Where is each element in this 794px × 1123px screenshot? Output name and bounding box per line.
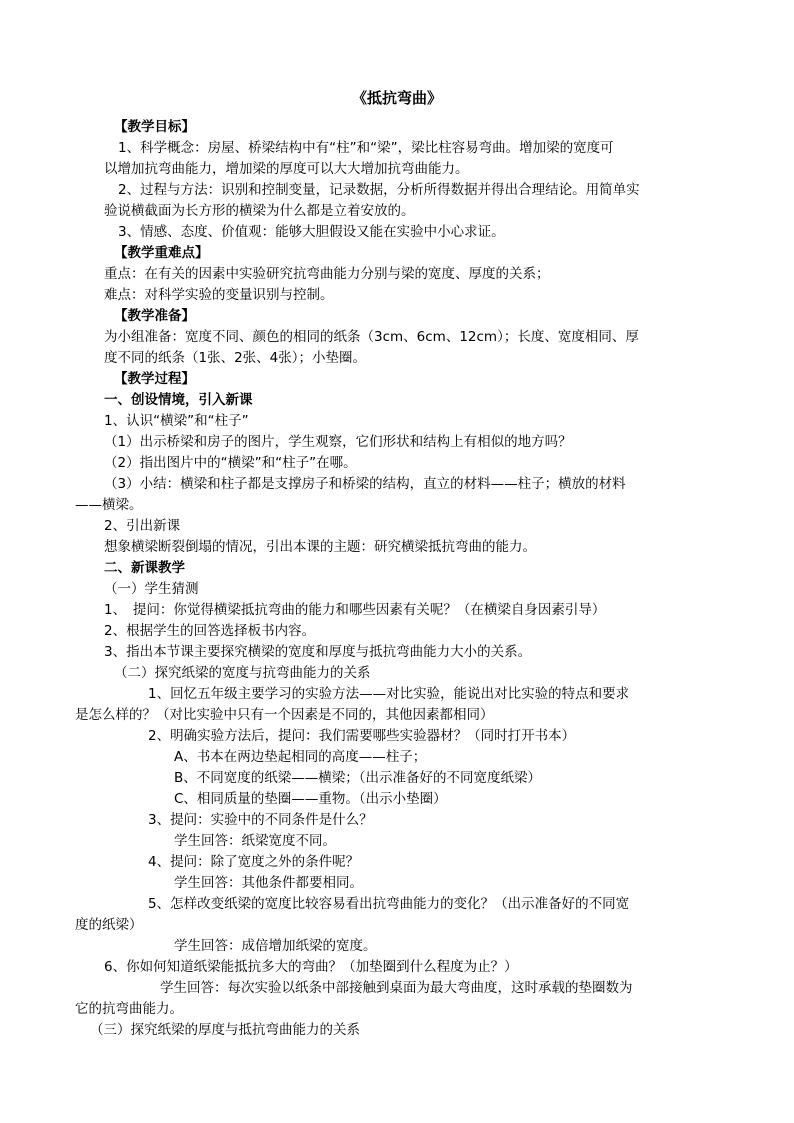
paragraph-line: （3）小结：横梁和柱子都是支撑房子和桥梁的结构，直立的材料——柱子；横放的材料 — [104, 476, 626, 492]
paragraph-line: C、相同质量的垫圈——重物。（出示小垫圈） — [174, 791, 447, 807]
paragraph-line: （二）探究纸梁的宽度与抗弯曲能力的关系 — [114, 665, 371, 681]
paragraph-line: （三）探究纸梁的厚度与抵抗弯曲能力的关系 — [90, 1022, 360, 1038]
paragraph-line: 难点：对科学实验的变量识别与控制。 — [104, 287, 334, 303]
heading-teaching-process: 【教学过程】 — [114, 371, 195, 387]
paragraph-line: ——横梁。 — [75, 497, 143, 513]
paragraph-line: 1、 提问：你觉得横梁抵抗弯曲的能力和哪些因素有关呢？（在横梁自身因素引导） — [104, 602, 606, 618]
heading-teaching-objectives: 【教学目标】 — [114, 119, 195, 135]
paragraph-line: 3、提问：实验中的不同条件是什么？ — [148, 812, 373, 828]
paragraph-line: 它的抗弯曲能力。 — [75, 1001, 183, 1017]
paragraph-line: 2、根据学生的回答选择板书内容。 — [104, 623, 316, 639]
section-heading: 二、新课教学 — [104, 560, 185, 576]
paragraph-line: 2、明确实验方法后，提问：我们需要哪些实验器材？（同时打开书本） — [148, 728, 576, 744]
paragraph-line: 2、引出新课 — [104, 518, 181, 534]
paragraph-line: 1、回忆五年级主要学习的实验方法——对比实验，能说出对比实验的特点和要求 — [148, 686, 630, 702]
section-heading: 一、创设情境，引入新课 — [104, 392, 253, 408]
paragraph-line: 为小组准备：宽度不同、颜色的相同的纸条（3cm、6cm、12cm）；长度、宽度相同、厚 — [104, 329, 639, 345]
paragraph-line: 度的纸梁） — [75, 917, 143, 933]
paragraph-line: 学生回答：纸梁宽度不同。 — [174, 833, 336, 849]
paragraph-line: 以增加抗弯曲能力，增加梁的厚度可以大大增加抗弯曲能力。 — [104, 161, 469, 177]
paragraph-line: 学生回答：每次实验以纸条中部接触到桌面为最大弯曲度，这时承载的垫圈数为 — [160, 980, 633, 996]
paragraph-line: 6、你如何知道纸梁能抵抗多大的弯曲？（加垫圈到什么程度为止？） — [104, 959, 518, 975]
paragraph-line: 5、怎样改变纸梁的宽度比较容易看出抗弯曲能力的变化？（出示准备好的不同宽 — [148, 896, 630, 912]
paragraph-line: B、不同宽度的纸梁——横梁；（出示准备好的不同宽度纸梁） — [174, 770, 542, 786]
paragraph-line: 学生回答：成倍增加纸梁的宽度。 — [174, 938, 377, 954]
paragraph-line: 度不同的纸条（1张、2张、4张）；小垫圈。 — [104, 350, 367, 366]
paragraph-line: 4、提问：除了宽度之外的条件呢？ — [148, 854, 360, 870]
paragraph-line: 1、科学概念：房屋、桥梁结构中有“柱”和“梁”，梁比柱容易弯曲。增加梁的宽度可 — [118, 140, 614, 156]
paragraph-line: （2）指出图片中的“横梁”和“柱子”在哪。 — [104, 455, 357, 471]
paragraph-line: 3、指出本节课主要探究横梁的宽度和厚度与抵抗弯曲能力大小的关系。 — [104, 644, 532, 660]
paragraph-line: （一）学生猜测 — [104, 581, 199, 597]
paragraph-line: A、书本在两边垫起相同的高度——柱子； — [174, 749, 427, 765]
paragraph-line: 1、认识“横梁”和“柱子” — [104, 413, 249, 429]
document-title: 《抵抗弯曲》 — [351, 89, 442, 107]
heading-key-points: 【教学重难点】 — [114, 245, 209, 261]
paragraph-line: （1）出示桥梁和房子的图片，学生观察，它们形状和结构上有相似的地方吗？ — [104, 434, 572, 450]
paragraph-line: 3、情感、态度、价值观：能够大胆假设又能在实验中小心求证。 — [118, 224, 505, 240]
paragraph-line: 是怎么样的？（对比实验中只有一个因素是不同的，其他因素都相同） — [75, 707, 494, 723]
paragraph-line: 学生回答：其他条件都要相同。 — [174, 875, 363, 891]
paragraph-line: 想象横梁断裂倒塌的情况，引出本课的主题：研究横梁抵抗弯曲的能力。 — [104, 539, 536, 555]
paragraph-line: 验说横截面为长方形的横梁为什么都是立着安放的。 — [104, 203, 415, 219]
heading-preparation: 【教学准备】 — [114, 308, 195, 324]
paragraph-line: 重点：在有关的因素中实验研究抗弯曲能力分别与梁的宽度、厚度的关系； — [104, 266, 550, 282]
paragraph-line: 2、过程与方法：识别和控制变量，记录数据，分析所得数据并得出合理结论。用简单实 — [118, 182, 640, 198]
